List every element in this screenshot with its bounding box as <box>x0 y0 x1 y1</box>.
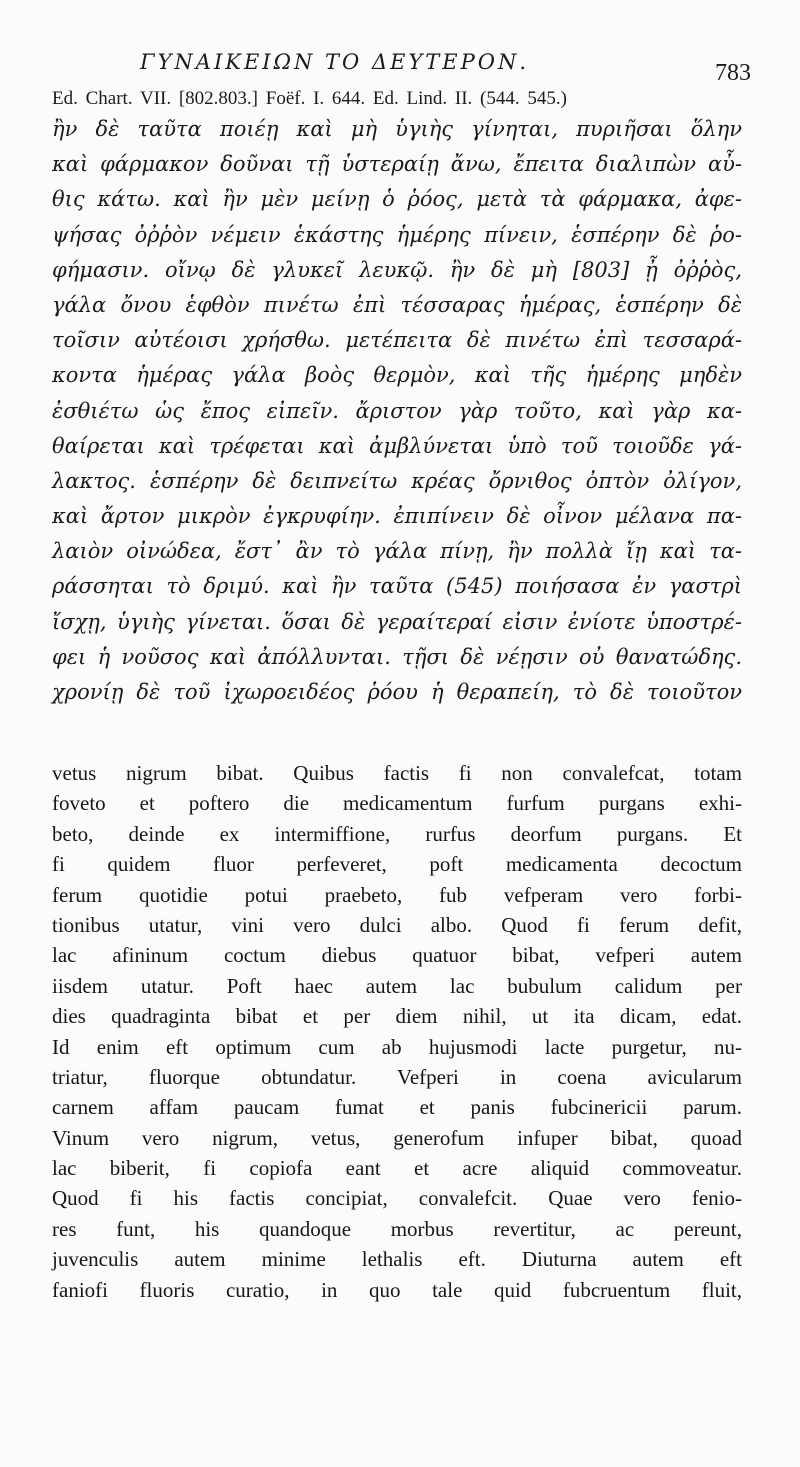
latin-text-line: vetus nigrum bibat. Quibus factis fi non convalefcat, totam <box>52 761 742 785</box>
greek-text-line: καὶ φάρμακον δοῦναι τῇ ὑστεραίῃ ἄνω, ἔπειτα διαλιπὼν αὖ- <box>52 152 742 177</box>
greek-text-line: ράσσηται τὸ δριμύ. καὶ ἢν ταῦτα (545) ποιήσασα ἐν γαστρὶ <box>52 574 742 599</box>
latin-text-line: fi quidem fluor perfeveret, poft medicamenta decoctum <box>52 852 742 877</box>
latin-text-block <box>52 758 742 1305</box>
latin-text-line: Id enim eft optimum cum ab hujusmodi lacte purgetur, nu- <box>52 1034 742 1059</box>
latin-text-line: Quod fi his factis concipiat, convalefcit. Quae vero fenio- <box>52 1186 742 1211</box>
latin-text-line: res funt, his quandoque morbus revertitur, ac pereunt, <box>52 1216 742 1241</box>
latin-text-line: Vinum vero nigrum, vetus, generofum infuper bibat, quoad <box>52 1125 742 1150</box>
page-number: 783 <box>715 60 751 86</box>
latin-text-line: juvenculis autem minime lethalis eft. Diuturna autem eft <box>52 1247 742 1272</box>
greek-text-line: ἴσχῃ, ὑγιὴς γίνεται. ὅσαι δὲ γεραίτεραί εἰσιν ἐνίοτε ὑποστρέ- <box>52 609 742 634</box>
latin-text-line: dies quadraginta bibat et per diem nihil, ut ita dicam, edat. <box>52 1004 742 1029</box>
running-title: ΓΥΝΑΙΚΕΙΩΝ ΤΟ ΔΕΥΤΕΡΟΝ. <box>140 50 530 74</box>
latin-text-line: carnem affam paucam fumat et panis fubcinericii parum. <box>52 1095 742 1120</box>
greek-text-block <box>52 112 742 710</box>
greek-text-line: ἢν δὲ ταῦτα ποιέῃ καὶ μὴ ὑγιὴς γίνηται, πυριῆσαι ὅλην <box>52 117 742 141</box>
greek-text-line: γάλα ὄνου ἑφθὸν πινέτω ἐπὶ τέσσαρας ἡμέρας, ἑσπέρην δὲ <box>52 292 742 317</box>
latin-text-line: ferum quotidie potui praebeto, fub vefperam vero forbi- <box>52 882 742 907</box>
latin-text-line: foveto et poftero die medicamentum furfum purgans exhi- <box>52 791 742 816</box>
latin-text-line: faniofi fluoris curatio, in quo tale quid fubcruentum fluit, <box>52 1277 742 1302</box>
latin-text-line: lac afininum coctum diebus quatuor bibat, vefperi autem <box>52 943 742 968</box>
greek-text-line: ψήσας ὀῤῥὸν νέμειν ἑκάστης ἡμέρης πίνειν, ἑσπέρην δὲ ῥο- <box>52 222 742 247</box>
greek-text-line: φει ἡ νοῦσος καὶ ἀπόλλυνται. τῇσι δὲ νέῃσιν οὐ θανατώδης. <box>52 644 742 669</box>
greek-text-line: κοντα ἡμέρας γάλα βοὸς θερμὸν, καὶ τῆς ἡμέρης μηδὲν <box>52 363 742 388</box>
latin-text-line: iisdem utatur. Poft haec autem lac bubulum calidum per <box>52 973 742 998</box>
latin-text-line: tionibus utatur, vini vero dulci albo. Quod fi ferum defit, <box>52 912 742 937</box>
latin-text-line: beto, deinde ex intermiffione, rurfus deorfum purgans. Et <box>52 821 742 846</box>
greek-text-line: θαίρεται καὶ τρέφεται καὶ ἀμβλύνεται ὑπὸ τοῦ τοιοῦδε γά- <box>52 433 742 458</box>
greek-text-line: καὶ ἄρτον μικρὸν ἐγκρυφίην. ἐπιπίνειν δὲ οἶνον μέλανα πα- <box>52 504 742 529</box>
greek-text-line: λαιὸν οἰνώδεα, ἔστ᾽ ἂν τὸ γάλα πίνῃ, ἢν πολλὰ ἴῃ καὶ τα- <box>52 539 742 564</box>
greek-text-line: φήμασιν. οἴνῳ δὲ γλυκεῖ λευκῷ. ἢν δὲ μὴ [803] ᾖ ὀῤῥὸς, <box>52 257 742 282</box>
edition-reference-line: Ed. Chart. VII. [802.803.] Foëf. I. 644. Ed. Lind. II. (544. 545.) <box>52 88 567 109</box>
latin-text-line: lac biberit, fi copiofa eant et acre aliquid commoveatur. <box>52 1156 742 1181</box>
greek-text-line: χρονίῃ δὲ τοῦ ἰχωροειδέος ῥόου ἡ θεραπείη, τὸ δὲ τοιοῦτον <box>52 680 742 704</box>
greek-text-line: τοῖσιν αὐτέοισι χρήσθω. μετέπειτα δὲ πινέτω ἐπὶ τεσσαρά- <box>52 328 742 353</box>
latin-text-line: triatur, fluorque obtundatur. Vefperi in coena avicularum <box>52 1064 742 1089</box>
greek-text-line: θις κάτω. καὶ ἢν μὲν μείνῃ ὁ ῥόος, μετὰ τὰ φάρμακα, ἀφε- <box>52 187 742 212</box>
greek-text-line: ἐσθιέτω ὡς ἔπος εἰπεῖν. ἄριστον γὰρ τοῦτο, καὶ γὰρ κα- <box>52 398 742 423</box>
greek-text-line: λακτος. ἑσπέρην δὲ δειπνείτω κρέας ὄρνιθος ὀπτὸν ὀλίγον, <box>52 468 742 493</box>
